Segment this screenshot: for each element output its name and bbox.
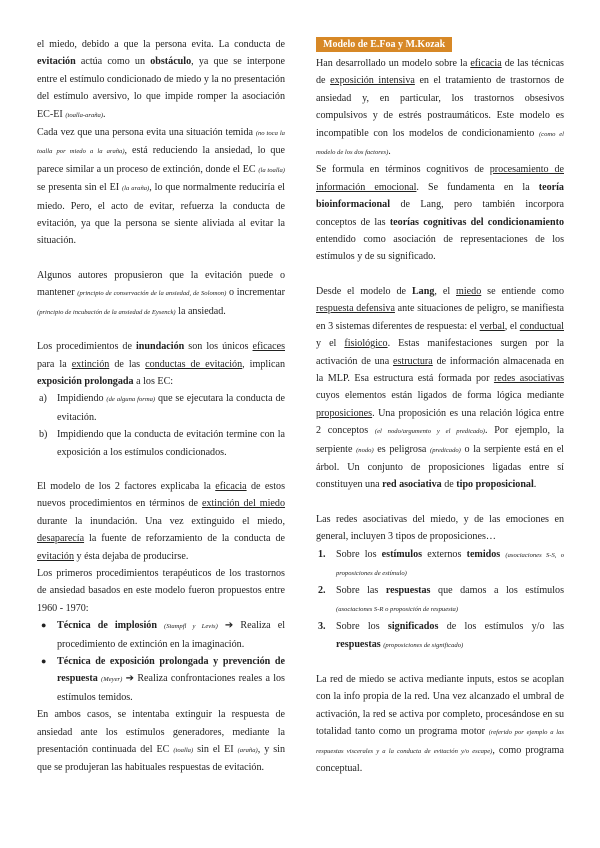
paragraph-associative-networks: Las redes asociativas del miedo, y de las emociones en general, incluyen 3 tipos de proposiciones…: [316, 513, 564, 543]
flooding-methods-list: [37, 390, 285, 461]
techniques-list: [37, 617, 285, 706]
right-column: [316, 36, 564, 777]
paragraph-lang-model: Desde el modelo de Lang, el miedo se entiende como respuesta defensiva ante situaciones de peligro, se manifiesta en 3 sistemas diferentes de respuesta: el verbal, el conductual y el fisiológico. Estas manifestaciones surgen por la activación de una estructura de información almacenada en la MLP. Esa estructura está formada por redes asociativas cuyos elementos están ligados de forma lógica mediante proposiciones. Una proposición es una relación lógica entre 2 conceptos (el nodo/argumento y el predicado). Por ejemplo, la serpiente (nodo) es peligrosa (predicado) o la serpiente está en el árbol. Un conjunto de proposiciones ligadas entre sí constituyen una red asociativa de tipo proposicional.: [316, 285, 565, 491]
list-item: 2. Sobre las respuestas que damos a los estímulos (asociaciones S-R o proposición de respuesta): [318, 585, 564, 613]
paragraph-avoidance-obstacle: el miedo, debido a que la persona evita. La conducta de evitación actúa como un obstáculo, ya que se interpone entre el estímulo condicionado de miedo y la no presentación del estímulo aversivo, lo que impide romper la asociación EC-EI (toalla-araña).: [37, 39, 286, 120]
paragraph-first-procedures: Los primeros procedimientos terapéuticos de los trastornos de ansiedad basados en este modelo fueron propuestos entre 1960 - 1970:: [37, 567, 285, 614]
paragraph-avoidance-reinforcement: Cada vez que una persona evita una situación temida (no toca la toalla por miedo a la araña), está reduciendo la ansiedad, lo que parece similar a un proceso de extinción, donde el EC (la toalla) se presenta sin el EI (la araña), lo que normalmente reduciría el miedo. Pero, el acto de evitar, refuerza la conducta de evitación, ya que la persona se siente aliviada al evitar la situación.: [37, 127, 286, 247]
paragraph-fear-network-activation: La red de miedo se activa mediante inputs, estos se acoplan con la info propia de la red. Una vez alcanzado el umbral de activación, la red se activa por completo, procesándose en su totalidad tanto como un programa motor (referido por ejemplo a las respuestas viscerales y a la conducta de evitación y/o escape), como programa conceptual.: [316, 674, 564, 775]
list-item: ● Técnica de exposición prolongada y prevención de respuesta (Meyer) ➔ Realiza confrontaciones reales a los estímulos temidos.: [37, 653, 285, 706]
bullet-icon: ●: [41, 656, 47, 666]
paragraph-authors: Algunos autores propusieron que la evitación puede o mantener (principio de conservación de la ansiedad, de Solomon) o incrementar (principio de incubación de la ansiedad de Eysenck) la ansiedad.: [37, 269, 285, 317]
paragraph-both-cases: En ambos casos, se intentaba extinguir la respuesta de ansiedad ante los estímulos generadores, mediante la presentación continuada del EC (toalla) sin el EI (araña), y sin que se produjeran las habituales respuestas de evitación.: [37, 709, 285, 774]
propositions-list: [316, 546, 564, 654]
section-header: Modelo de E.Foa y M.Kozak: [316, 37, 452, 52]
list-item: 1. Sobre los estímulos externos temidos (asociaciones S-S, o proposiciones de estímulo): [318, 548, 564, 577]
bullet-icon: ●: [41, 620, 47, 631]
paragraph-two-factor-model: El modelo de los 2 factores explicaba la eficacia de estos nuevos procedimientos en términos de extinción del miedo durante la inundación. Una vez extinguido el miedo, desaparecía la fuente de reforzamiento de la conducta de evitación y ésta dejaba de producirse.: [37, 480, 286, 562]
list-item: 3. Sobre los significados de los estímulos y/o las respuestas (proposiciones de significado): [318, 621, 564, 650]
paragraph-cognitive-terms: Se formula en términos cognitivos de procesamiento de información emocional. Se fundamenta en la teoría bioinformacional de Lang, pero también incorpora conceptos de las teorías cognitivas del condicionamiento entendido como asociación de representaciones de los estímulos y de su significado.: [316, 164, 565, 263]
list-item: a) Impidiendo (de alguna forma) que se ejecutara la conducta de evitación.: [39, 393, 285, 423]
paragraph-foa-kozak-model: Han desarrollado un modelo sobre la eficacia de las técnicas de exposición intensiva en el tratamiento de trastornos de ansiedad y, en particular, los trastornos obsesivos compulsivos y de estrés postraumáticos. Este modelo es incompatible con los modelos de condicionamiento (como el modelo de los dos factores).: [316, 58, 564, 158]
list-item: b) Impidiendo que la conducta de evitación termine con la exposición a los estímulos condicionados.: [39, 429, 285, 458]
list-item: ● Técnica de implosión (Stampfl y Levis) ➔ Realiza el procedimiento de extinción en la imaginación.: [37, 617, 285, 653]
left-column: [37, 36, 285, 777]
paragraph-flooding: Los procedimientos de inundación son los únicos eficaces para la extinción de las conductas de evitación, implican exposición prolongada a los EC:: [37, 341, 286, 387]
